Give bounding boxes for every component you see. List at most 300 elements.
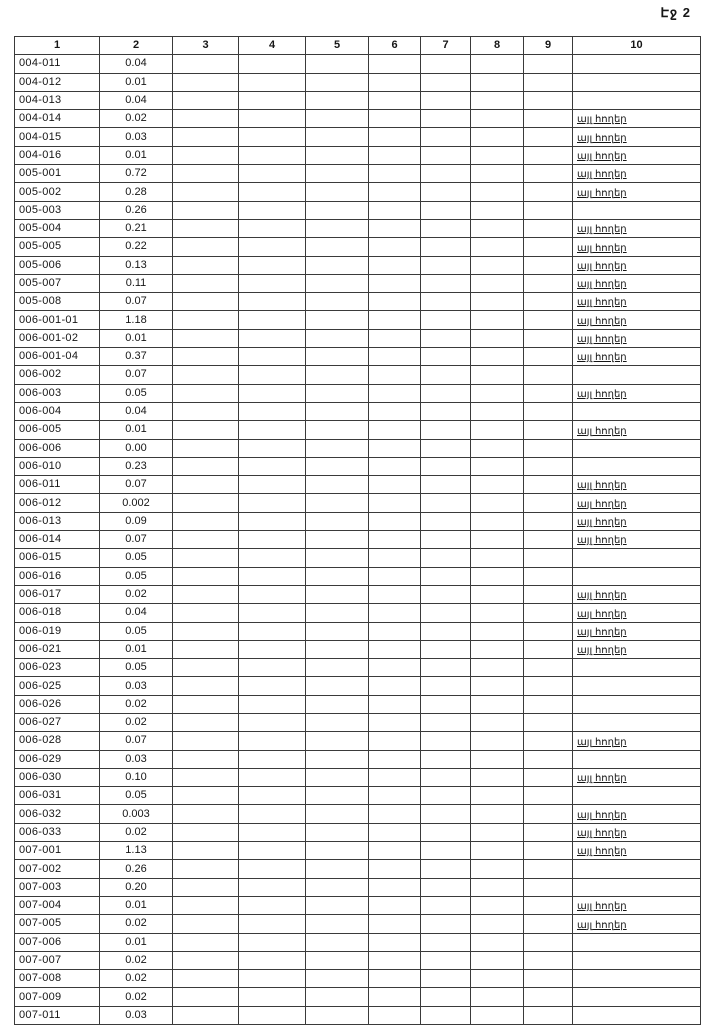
empty-cell xyxy=(173,512,239,530)
empty-cell xyxy=(369,494,421,512)
value-cell: 0.01 xyxy=(100,146,173,164)
empty-cell xyxy=(421,531,471,549)
empty-cell xyxy=(524,659,573,677)
note-cell xyxy=(573,366,701,384)
empty-cell xyxy=(239,311,306,329)
note-cell xyxy=(573,750,701,768)
empty-cell xyxy=(471,329,524,347)
note-cell: այլ հողեր xyxy=(573,219,701,237)
empty-cell xyxy=(471,421,524,439)
empty-cell xyxy=(369,201,421,219)
table-row xyxy=(15,128,701,146)
empty-cell xyxy=(524,421,573,439)
empty-cell xyxy=(471,805,524,823)
table-row xyxy=(15,531,701,549)
code-cell: 005-003 xyxy=(15,201,100,219)
empty-cell xyxy=(173,165,239,183)
code-cell: 007-002 xyxy=(15,860,100,878)
empty-cell xyxy=(306,329,369,347)
empty-cell xyxy=(524,768,573,786)
empty-cell xyxy=(306,787,369,805)
note-cell: այլ հողեր xyxy=(573,842,701,860)
empty-cell xyxy=(471,860,524,878)
code-cell: 006-001-02 xyxy=(15,329,100,347)
empty-cell xyxy=(239,933,306,951)
empty-cell xyxy=(369,457,421,475)
table-row xyxy=(15,329,701,347)
note-cell xyxy=(573,201,701,219)
note-cell xyxy=(573,55,701,73)
empty-cell xyxy=(471,677,524,695)
empty-cell xyxy=(173,732,239,750)
empty-cell xyxy=(524,55,573,73)
code-cell: 006-013 xyxy=(15,512,100,530)
empty-cell xyxy=(239,219,306,237)
empty-cell xyxy=(524,274,573,292)
column-header: 3 xyxy=(173,37,239,55)
value-cell: 0.04 xyxy=(100,402,173,420)
empty-cell xyxy=(306,677,369,695)
empty-cell xyxy=(306,750,369,768)
empty-cell xyxy=(173,860,239,878)
empty-cell xyxy=(239,165,306,183)
note-cell: այլ հողեր xyxy=(573,494,701,512)
code-cell: 006-031 xyxy=(15,787,100,805)
value-cell: 0.04 xyxy=(100,91,173,109)
empty-cell xyxy=(173,146,239,164)
empty-cell xyxy=(471,531,524,549)
empty-cell xyxy=(524,860,573,878)
empty-cell xyxy=(306,640,369,658)
empty-cell xyxy=(471,659,524,677)
table-row xyxy=(15,293,701,311)
note-cell xyxy=(573,878,701,896)
table-body xyxy=(15,55,701,1025)
value-cell: 0.02 xyxy=(100,915,173,933)
empty-cell xyxy=(306,896,369,914)
table-row xyxy=(15,604,701,622)
empty-cell xyxy=(306,165,369,183)
empty-cell xyxy=(421,567,471,585)
empty-cell xyxy=(421,915,471,933)
empty-cell xyxy=(471,73,524,91)
empty-cell xyxy=(306,91,369,109)
empty-cell xyxy=(421,55,471,73)
empty-cell xyxy=(524,494,573,512)
note-cell xyxy=(573,439,701,457)
code-cell: 007-011 xyxy=(15,1006,100,1024)
value-cell: 0.05 xyxy=(100,659,173,677)
empty-cell xyxy=(306,293,369,311)
empty-cell xyxy=(173,915,239,933)
empty-cell xyxy=(369,750,421,768)
empty-cell xyxy=(369,256,421,274)
empty-cell xyxy=(524,878,573,896)
table-row xyxy=(15,348,701,366)
empty-cell xyxy=(239,384,306,402)
empty-cell xyxy=(239,421,306,439)
empty-cell xyxy=(239,988,306,1006)
table-row xyxy=(15,476,701,494)
table-row xyxy=(15,951,701,969)
empty-cell xyxy=(369,659,421,677)
empty-cell xyxy=(421,512,471,530)
empty-cell xyxy=(524,512,573,530)
empty-cell xyxy=(369,146,421,164)
empty-cell xyxy=(239,713,306,731)
value-cell: 0.00 xyxy=(100,439,173,457)
empty-cell xyxy=(369,476,421,494)
empty-cell xyxy=(173,970,239,988)
empty-cell xyxy=(524,896,573,914)
code-cell: 004-011 xyxy=(15,55,100,73)
empty-cell xyxy=(421,842,471,860)
empty-cell xyxy=(524,567,573,585)
code-cell: 006-023 xyxy=(15,659,100,677)
table-row xyxy=(15,165,701,183)
empty-cell xyxy=(471,970,524,988)
empty-cell xyxy=(369,988,421,1006)
empty-cell xyxy=(306,110,369,128)
empty-cell xyxy=(524,970,573,988)
empty-cell xyxy=(173,201,239,219)
note-cell: այլ հողեր xyxy=(573,274,701,292)
empty-cell xyxy=(421,329,471,347)
value-cell: 0.01 xyxy=(100,73,173,91)
empty-cell xyxy=(421,494,471,512)
empty-cell xyxy=(471,604,524,622)
note-cell xyxy=(573,91,701,109)
note-cell xyxy=(573,677,701,695)
empty-cell xyxy=(173,439,239,457)
table-row xyxy=(15,896,701,914)
empty-cell xyxy=(173,622,239,640)
empty-cell xyxy=(369,531,421,549)
table-row xyxy=(15,713,701,731)
value-cell: 0.07 xyxy=(100,293,173,311)
empty-cell xyxy=(239,274,306,292)
empty-cell xyxy=(471,146,524,164)
table-row xyxy=(15,768,701,786)
value-cell: 0.01 xyxy=(100,640,173,658)
value-cell: 0.01 xyxy=(100,329,173,347)
code-cell: 006-029 xyxy=(15,750,100,768)
code-cell: 006-001-01 xyxy=(15,311,100,329)
empty-cell xyxy=(239,146,306,164)
code-cell: 004-013 xyxy=(15,91,100,109)
code-cell: 004-012 xyxy=(15,73,100,91)
empty-cell xyxy=(239,768,306,786)
table-row xyxy=(15,238,701,256)
empty-cell xyxy=(239,1006,306,1024)
empty-cell xyxy=(369,951,421,969)
column-header: 9 xyxy=(524,37,573,55)
value-cell: 0.28 xyxy=(100,183,173,201)
empty-cell xyxy=(421,713,471,731)
empty-cell xyxy=(421,384,471,402)
code-cell: 005-002 xyxy=(15,183,100,201)
empty-cell xyxy=(524,732,573,750)
empty-cell xyxy=(421,677,471,695)
empty-cell xyxy=(524,750,573,768)
empty-cell xyxy=(524,402,573,420)
empty-cell xyxy=(239,329,306,347)
value-cell: 0.04 xyxy=(100,55,173,73)
empty-cell xyxy=(239,293,306,311)
empty-cell xyxy=(421,768,471,786)
note-cell: այլ հողեր xyxy=(573,165,701,183)
code-cell: 006-002 xyxy=(15,366,100,384)
empty-cell xyxy=(369,91,421,109)
code-cell: 004-015 xyxy=(15,128,100,146)
empty-cell xyxy=(239,55,306,73)
empty-cell xyxy=(306,201,369,219)
table-row xyxy=(15,219,701,237)
value-cell: 0.07 xyxy=(100,531,173,549)
empty-cell xyxy=(239,201,306,219)
code-cell: 005-001 xyxy=(15,165,100,183)
empty-cell xyxy=(239,878,306,896)
table-row xyxy=(15,439,701,457)
empty-cell xyxy=(173,604,239,622)
empty-cell xyxy=(421,970,471,988)
note-cell xyxy=(573,402,701,420)
value-cell: 0.26 xyxy=(100,201,173,219)
empty-cell xyxy=(421,549,471,567)
empty-cell xyxy=(369,274,421,292)
column-header: 8 xyxy=(471,37,524,55)
note-cell: այլ հողեր xyxy=(573,293,701,311)
code-cell: 006-014 xyxy=(15,531,100,549)
table-row xyxy=(15,457,701,475)
table-row xyxy=(15,311,701,329)
empty-cell xyxy=(369,732,421,750)
empty-cell xyxy=(421,933,471,951)
empty-cell xyxy=(471,512,524,530)
value-cell: 0.05 xyxy=(100,787,173,805)
empty-cell xyxy=(524,183,573,201)
empty-cell xyxy=(471,348,524,366)
empty-cell xyxy=(173,713,239,731)
value-cell: 0.02 xyxy=(100,951,173,969)
value-cell: 0.02 xyxy=(100,970,173,988)
note-cell: այլ հողեր xyxy=(573,531,701,549)
code-cell: 005-008 xyxy=(15,293,100,311)
empty-cell xyxy=(239,128,306,146)
empty-cell xyxy=(421,366,471,384)
empty-cell xyxy=(421,274,471,292)
empty-cell xyxy=(471,238,524,256)
empty-cell xyxy=(471,951,524,969)
empty-cell xyxy=(173,896,239,914)
value-cell: 0.003 xyxy=(100,805,173,823)
empty-cell xyxy=(173,293,239,311)
empty-cell xyxy=(306,256,369,274)
empty-cell xyxy=(173,659,239,677)
empty-cell xyxy=(306,311,369,329)
note-cell: այլ հողեր xyxy=(573,768,701,786)
empty-cell xyxy=(306,915,369,933)
table-row xyxy=(15,695,701,713)
empty-cell xyxy=(173,1006,239,1024)
empty-cell xyxy=(306,549,369,567)
empty-cell xyxy=(173,823,239,841)
table-row xyxy=(15,91,701,109)
table-row xyxy=(15,787,701,805)
empty-cell xyxy=(173,55,239,73)
empty-cell xyxy=(524,695,573,713)
empty-cell xyxy=(524,549,573,567)
empty-cell xyxy=(369,1006,421,1024)
empty-cell xyxy=(421,402,471,420)
empty-cell xyxy=(421,73,471,91)
value-cell: 1.13 xyxy=(100,842,173,860)
empty-cell xyxy=(369,549,421,567)
empty-cell xyxy=(369,110,421,128)
note-cell: այլ հողեր xyxy=(573,585,701,603)
empty-cell xyxy=(524,915,573,933)
empty-cell xyxy=(306,622,369,640)
empty-cell xyxy=(421,805,471,823)
table-row xyxy=(15,915,701,933)
empty-cell xyxy=(306,823,369,841)
empty-cell xyxy=(369,677,421,695)
column-header: 10 xyxy=(573,37,701,55)
code-cell: 006-032 xyxy=(15,805,100,823)
empty-cell xyxy=(239,183,306,201)
note-cell: այլ հողեր xyxy=(573,823,701,841)
value-cell: 0.01 xyxy=(100,896,173,914)
empty-cell xyxy=(421,238,471,256)
empty-cell xyxy=(173,476,239,494)
empty-cell xyxy=(239,402,306,420)
note-cell: այլ հողեր xyxy=(573,896,701,914)
empty-cell xyxy=(524,238,573,256)
empty-cell xyxy=(471,732,524,750)
empty-cell xyxy=(369,165,421,183)
empty-cell xyxy=(369,512,421,530)
empty-cell xyxy=(421,110,471,128)
table-row xyxy=(15,402,701,420)
empty-cell xyxy=(369,183,421,201)
note-cell: այլ հողեր xyxy=(573,640,701,658)
empty-cell xyxy=(524,91,573,109)
empty-cell xyxy=(421,988,471,1006)
empty-cell xyxy=(524,165,573,183)
code-cell: 006-027 xyxy=(15,713,100,731)
empty-cell xyxy=(306,146,369,164)
note-cell xyxy=(573,860,701,878)
empty-cell xyxy=(369,640,421,658)
note-cell xyxy=(573,970,701,988)
empty-cell xyxy=(239,91,306,109)
empty-cell xyxy=(306,183,369,201)
code-cell: 006-015 xyxy=(15,549,100,567)
empty-cell xyxy=(239,970,306,988)
empty-cell xyxy=(173,677,239,695)
value-cell: 0.03 xyxy=(100,677,173,695)
value-cell: 0.37 xyxy=(100,348,173,366)
empty-cell xyxy=(524,531,573,549)
empty-cell xyxy=(471,128,524,146)
empty-cell xyxy=(471,988,524,1006)
empty-cell xyxy=(369,622,421,640)
empty-cell xyxy=(524,622,573,640)
empty-cell xyxy=(239,896,306,914)
empty-cell xyxy=(421,348,471,366)
empty-cell xyxy=(239,732,306,750)
empty-cell xyxy=(421,732,471,750)
empty-cell xyxy=(524,128,573,146)
empty-cell xyxy=(421,128,471,146)
code-cell: 006-016 xyxy=(15,567,100,585)
table-row xyxy=(15,183,701,201)
table-row xyxy=(15,823,701,841)
code-cell: 006-018 xyxy=(15,604,100,622)
value-cell: 0.02 xyxy=(100,695,173,713)
empty-cell xyxy=(306,659,369,677)
note-cell: այլ հողեր xyxy=(573,128,701,146)
empty-cell xyxy=(524,219,573,237)
table-row xyxy=(15,256,701,274)
empty-cell xyxy=(173,585,239,603)
table-row xyxy=(15,421,701,439)
empty-cell xyxy=(524,823,573,841)
empty-cell xyxy=(239,659,306,677)
empty-cell xyxy=(421,878,471,896)
empty-cell xyxy=(471,768,524,786)
empty-cell xyxy=(239,348,306,366)
value-cell: 0.11 xyxy=(100,274,173,292)
empty-cell xyxy=(471,787,524,805)
note-cell: այլ հողեր xyxy=(573,476,701,494)
empty-cell xyxy=(421,695,471,713)
empty-cell xyxy=(421,146,471,164)
note-cell xyxy=(573,713,701,731)
code-cell: 006-033 xyxy=(15,823,100,841)
column-header: 5 xyxy=(306,37,369,55)
table-row xyxy=(15,842,701,860)
empty-cell xyxy=(239,823,306,841)
value-cell: 0.10 xyxy=(100,768,173,786)
table-row xyxy=(15,494,701,512)
table-row xyxy=(15,567,701,585)
empty-cell xyxy=(173,640,239,658)
table-row xyxy=(15,878,701,896)
value-cell: 0.02 xyxy=(100,585,173,603)
value-cell: 0.03 xyxy=(100,128,173,146)
table-row xyxy=(15,622,701,640)
code-cell: 006-026 xyxy=(15,695,100,713)
empty-cell xyxy=(421,311,471,329)
value-cell: 0.26 xyxy=(100,860,173,878)
code-cell: 005-006 xyxy=(15,256,100,274)
empty-cell xyxy=(173,750,239,768)
empty-cell xyxy=(369,970,421,988)
empty-cell xyxy=(306,878,369,896)
code-cell: 007-004 xyxy=(15,896,100,914)
value-cell: 0.05 xyxy=(100,549,173,567)
note-cell xyxy=(573,73,701,91)
column-header: 6 xyxy=(369,37,421,55)
empty-cell xyxy=(173,842,239,860)
empty-cell xyxy=(239,695,306,713)
empty-cell xyxy=(173,183,239,201)
empty-cell xyxy=(306,951,369,969)
table-row xyxy=(15,366,701,384)
empty-cell xyxy=(421,91,471,109)
empty-cell xyxy=(306,402,369,420)
